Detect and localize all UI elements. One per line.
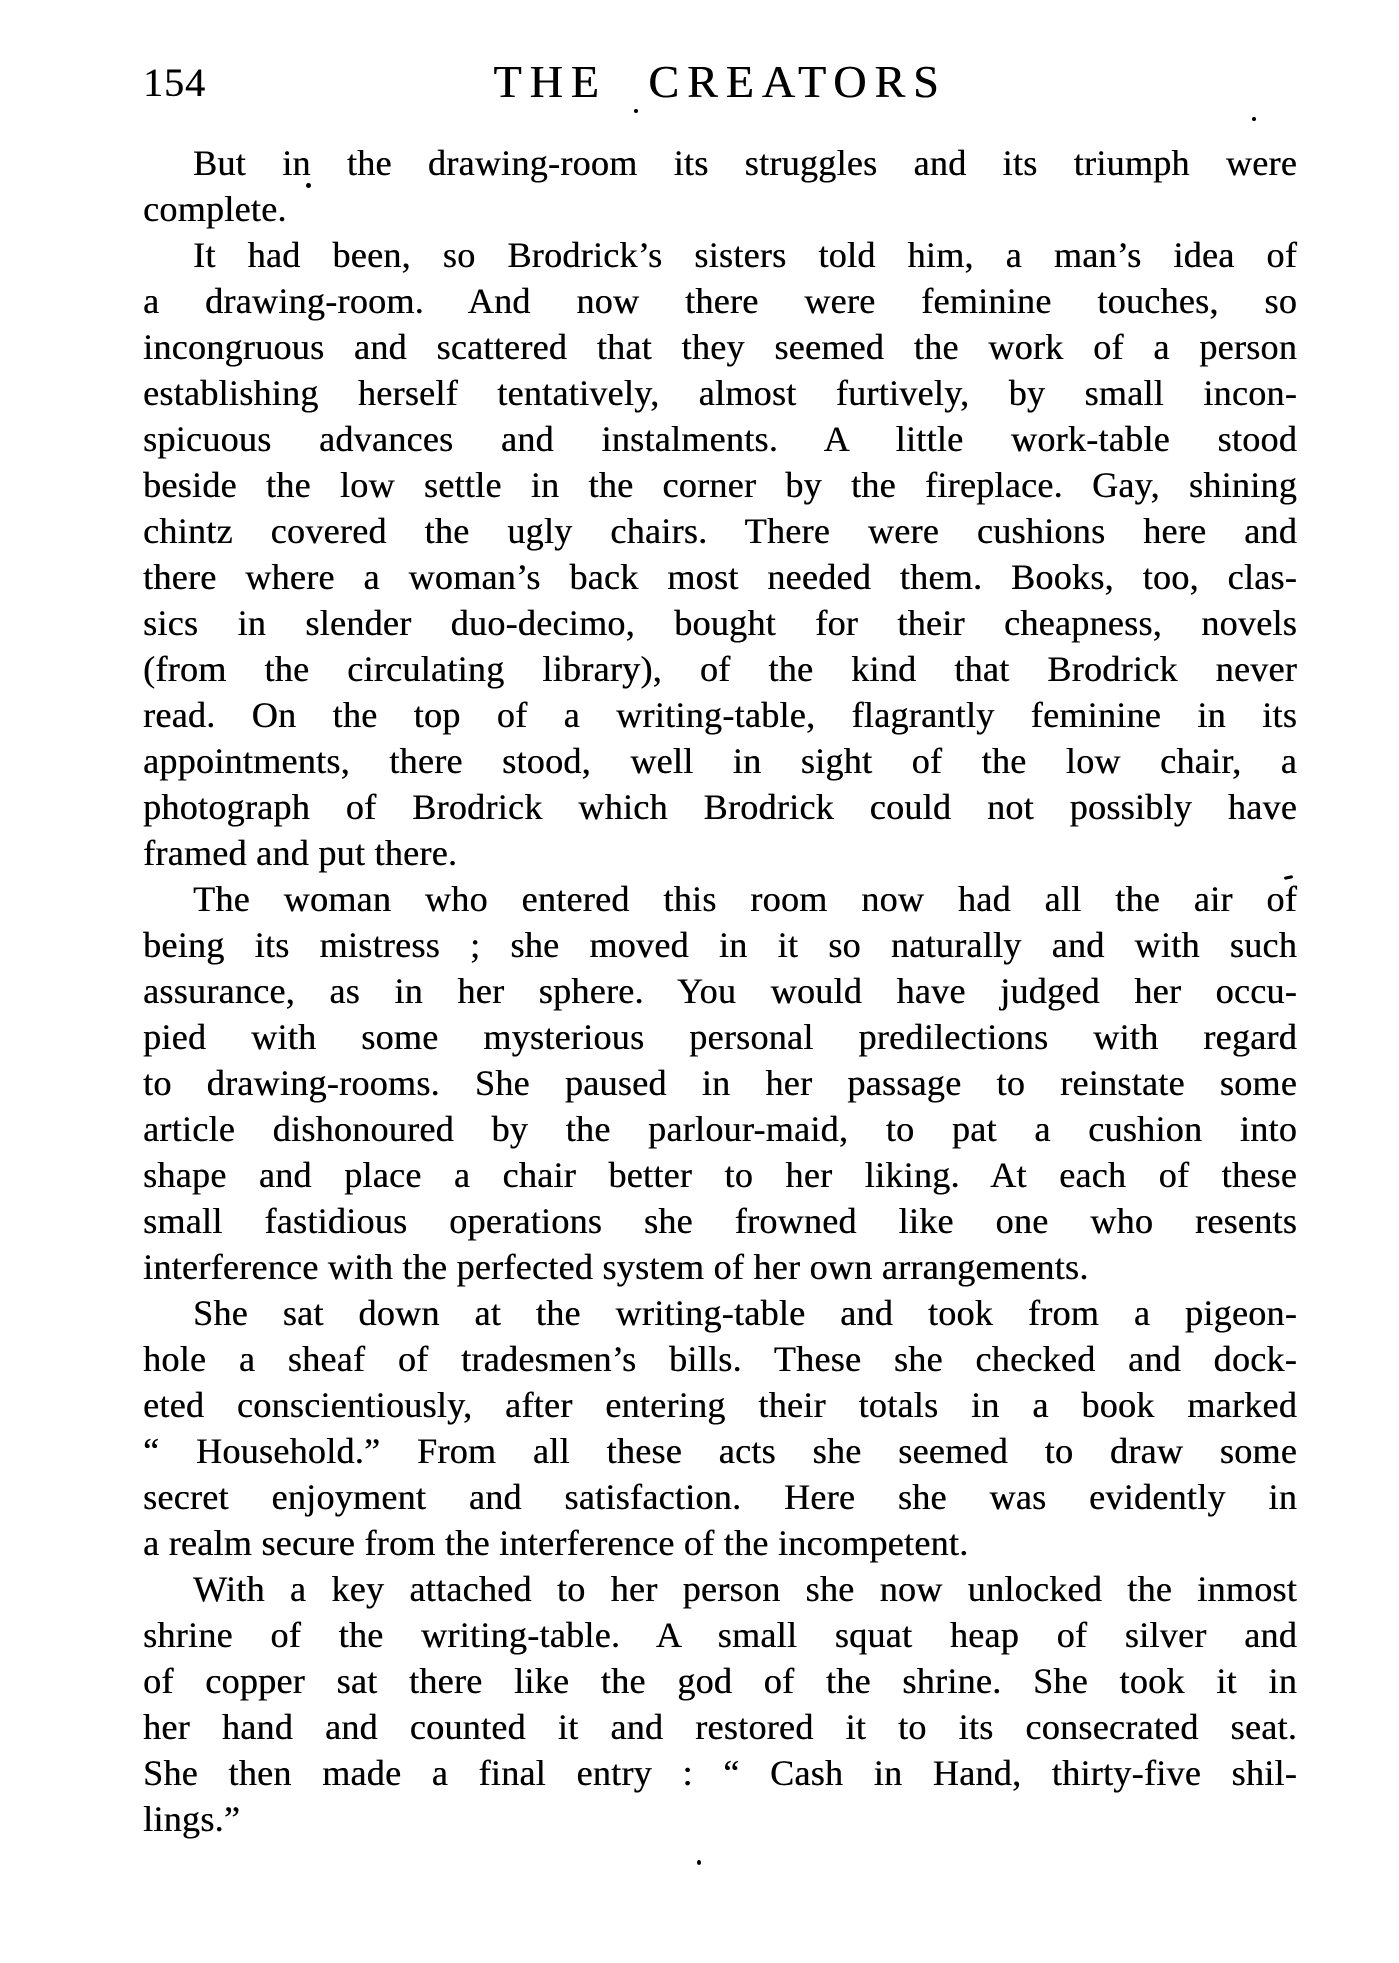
text-line: lings.” <box>143 1799 241 1839</box>
running-title: THE CREATORS <box>493 56 947 107</box>
running-header <box>143 52 1297 108</box>
text-line: chintz covered the ugly chairs. There were cushions here and <box>143 511 1297 551</box>
text-line: establishing herself tentatively, almost furtively, by small incon- <box>143 373 1297 413</box>
text-line: pied with some mysterious personal predilections with regard <box>143 1017 1297 1057</box>
paragraph-3 <box>143 876 1297 1290</box>
text-line: her hand and counted it and restored it to its consecrated seat. <box>143 1707 1297 1747</box>
page-text-block <box>143 140 1297 1842</box>
text-line: It had been, so Brodrick’s sisters told him, a man’s idea of <box>193 235 1297 275</box>
text-line: a realm secure from the interference of the incompetent. <box>143 1523 969 1563</box>
text-line: photograph of Brodrick which Brodrick could not possibly have <box>143 787 1297 827</box>
text-line: secret enjoyment and satisfaction. Here she was evidently in <box>143 1477 1297 1517</box>
text-line: complete. <box>143 189 287 229</box>
paragraph-5 <box>143 1566 1297 1842</box>
text-line: of copper sat there like the god of the shrine. She took it in <box>143 1661 1297 1701</box>
ink-speck <box>306 183 311 188</box>
text-line: to drawing-rooms. She paused in her passage to reinstate some <box>143 1063 1297 1103</box>
paragraph-4 <box>143 1290 1297 1566</box>
text-line: there where a woman’s back most needed them. Books, too, clas- <box>143 557 1297 597</box>
text-line: (from the circulating library), of the kind that Brodrick never <box>143 649 1297 689</box>
text-line: shrine of the writing-table. A small squat heap of silver and <box>143 1615 1297 1655</box>
ink-speck <box>634 109 638 113</box>
text-line: sics in slender duo-decimo, bought for their cheapness, novels <box>143 603 1297 643</box>
text-line: being its mistress ; she moved in it so naturally and with such <box>143 925 1297 965</box>
text-line: spicuous advances and instalments. A little work-table stood <box>143 419 1297 459</box>
text-line: shape and place a chair better to her liking. At each of these <box>143 1155 1297 1195</box>
text-line: small fastidious operations she frowned like one who resents <box>143 1201 1297 1241</box>
text-line: assurance, as in her sphere. You would have judged her occu- <box>143 971 1297 1011</box>
text-line: “ Household.” From all these acts she seemed to draw some <box>143 1431 1297 1471</box>
text-line: But in the drawing-room its struggles and its triumph were <box>193 143 1297 183</box>
text-line: She sat down at the writing-table and took from a pigeon- <box>193 1293 1297 1333</box>
text-line: interference with the perfected system of her own arrangements. <box>143 1247 1089 1287</box>
text-line: incongruous and scattered that they seemed the work of a person <box>143 327 1297 367</box>
text-line: eted conscientiously, after entering their totals in a book marked <box>143 1385 1297 1425</box>
paragraph-1 <box>143 140 1297 232</box>
text-line: a drawing-room. And now there were feminine touches, so <box>143 281 1297 321</box>
text-line: The woman who entered this room now had all the air of <box>193 879 1297 919</box>
text-line: article dishonoured by the parlour-maid, to pat a cushion into <box>143 1109 1297 1149</box>
paragraph-2 <box>143 232 1297 876</box>
text-line: framed and put there. <box>143 833 458 873</box>
text-line: read. On the top of a writing-table, flagrantly feminine in its <box>143 695 1297 735</box>
text-line: hole a sheaf of tradesmen’s bills. These she checked and dock- <box>143 1339 1297 1379</box>
text-line: appointments, there stood, well in sight of the low chair, a <box>143 741 1297 781</box>
ink-speck <box>1252 117 1256 121</box>
page-number: 154 <box>143 60 206 105</box>
text-line: She then made a final entry : “ Cash in Hand, thirty-five shil- <box>143 1753 1297 1793</box>
text-line: With a key attached to her person she now unlocked the inmost <box>193 1569 1297 1609</box>
text-line: beside the low settle in the corner by the fireplace. Gay, shining <box>143 465 1297 505</box>
ink-speck <box>697 1860 701 1865</box>
